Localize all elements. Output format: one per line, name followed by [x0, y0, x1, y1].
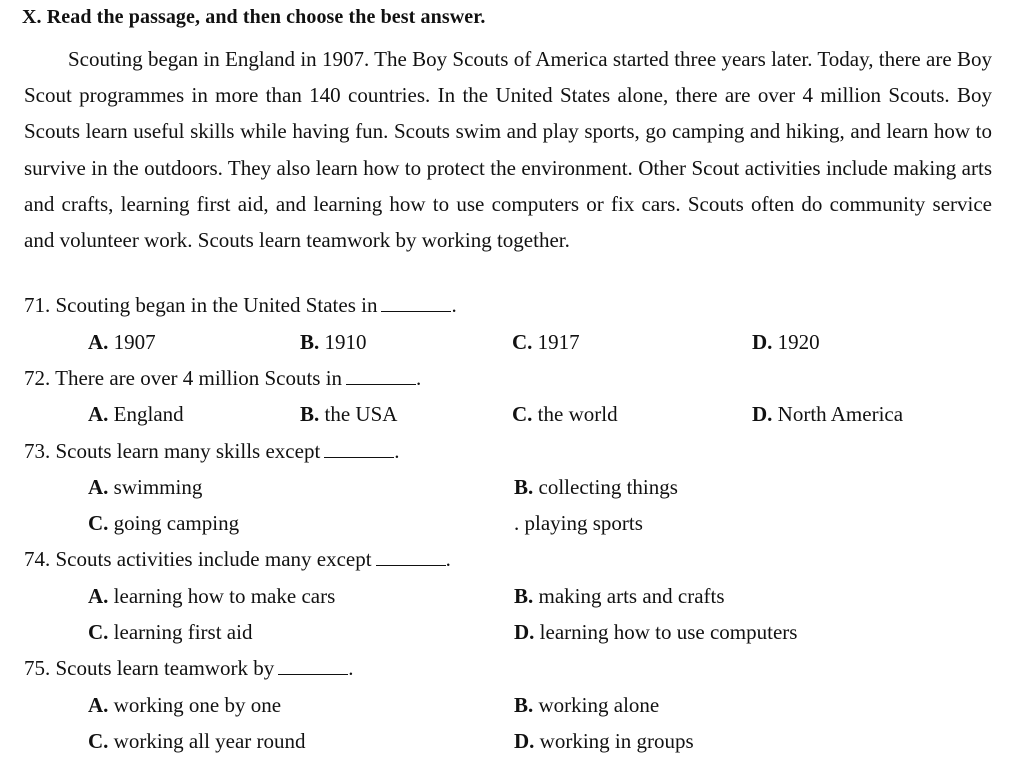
- reading-passage: Scouting began in England in 1907. The Boy Scouts of America started three years later. Today, there are Boy Scout programmes in more than 140 countries. In the United States alone, there are over 4 million Scouts. Boy Scouts learn useful skills while having fun. Scouts swim and play sports, go camping and hiking, and learn how to survive in the outdoors. They also learn how to protect the environment. Other Scout activities include making arts and crafts, learning first aid, and learning how to use computers or fix cars. Scouts often do community service and volunteer work. Scouts learn teamwork by working together.: [24, 47, 992, 253]
- answer-blank[interactable]: [381, 295, 451, 312]
- question-stem: 73. Scouts learn many skills except: [24, 439, 321, 463]
- option-75-c[interactable]: C. working all year round: [88, 729, 306, 753]
- question-stem: 71. Scouting began in the United States in: [24, 293, 378, 317]
- answer-blank[interactable]: [346, 368, 416, 385]
- option-75-b[interactable]: B. working alone: [514, 693, 660, 717]
- question-75: 75. Scouts learn teamwork by .: [24, 656, 354, 680]
- question-74: 74. Scouts activities include many except .: [24, 547, 451, 571]
- option-71-b[interactable]: B. 1910: [300, 330, 367, 354]
- question-stem: 72. There are over 4 million Scouts in: [24, 366, 343, 390]
- option-71-c[interactable]: C. 1917: [512, 330, 580, 354]
- option-72-b[interactable]: B. the USA: [300, 402, 398, 426]
- option-71-d[interactable]: D. 1920: [752, 330, 820, 354]
- question-stem: 75. Scouts learn teamwork by: [24, 656, 275, 680]
- answer-blank[interactable]: [376, 549, 446, 566]
- option-73-d[interactable]: . playing sports: [514, 511, 643, 535]
- option-72-a[interactable]: A. England: [88, 402, 184, 426]
- option-74-a[interactable]: A. learning how to make cars: [88, 584, 336, 608]
- option-73-a[interactable]: A. swimming: [88, 475, 203, 499]
- section-heading: X. Read the passage, and then choose the best answer.: [22, 6, 486, 28]
- option-73-b[interactable]: B. collecting things: [514, 475, 678, 499]
- option-71-a[interactable]: A. 1907: [88, 330, 156, 354]
- option-72-c[interactable]: C. the world: [512, 402, 618, 426]
- option-72-d[interactable]: D. North America: [752, 402, 904, 426]
- option-74-d[interactable]: D. learning how to use computers: [514, 620, 798, 644]
- answer-blank[interactable]: [278, 658, 348, 675]
- question-73: 73. Scouts learn many skills except .: [24, 439, 400, 463]
- option-75-a[interactable]: A. working one by one: [88, 693, 282, 717]
- question-stem: 74. Scouts activities include many except: [24, 547, 372, 571]
- question-72: 72. There are over 4 million Scouts in .: [24, 366, 422, 390]
- option-74-c[interactable]: C. learning first aid: [88, 620, 253, 644]
- option-74-b[interactable]: B. making arts and crafts: [514, 584, 725, 608]
- option-75-d[interactable]: D. working in groups: [514, 729, 694, 753]
- option-73-c[interactable]: C. going camping: [88, 511, 240, 535]
- answer-blank[interactable]: [324, 441, 394, 458]
- question-71: 71. Scouting began in the United States in .: [24, 293, 457, 317]
